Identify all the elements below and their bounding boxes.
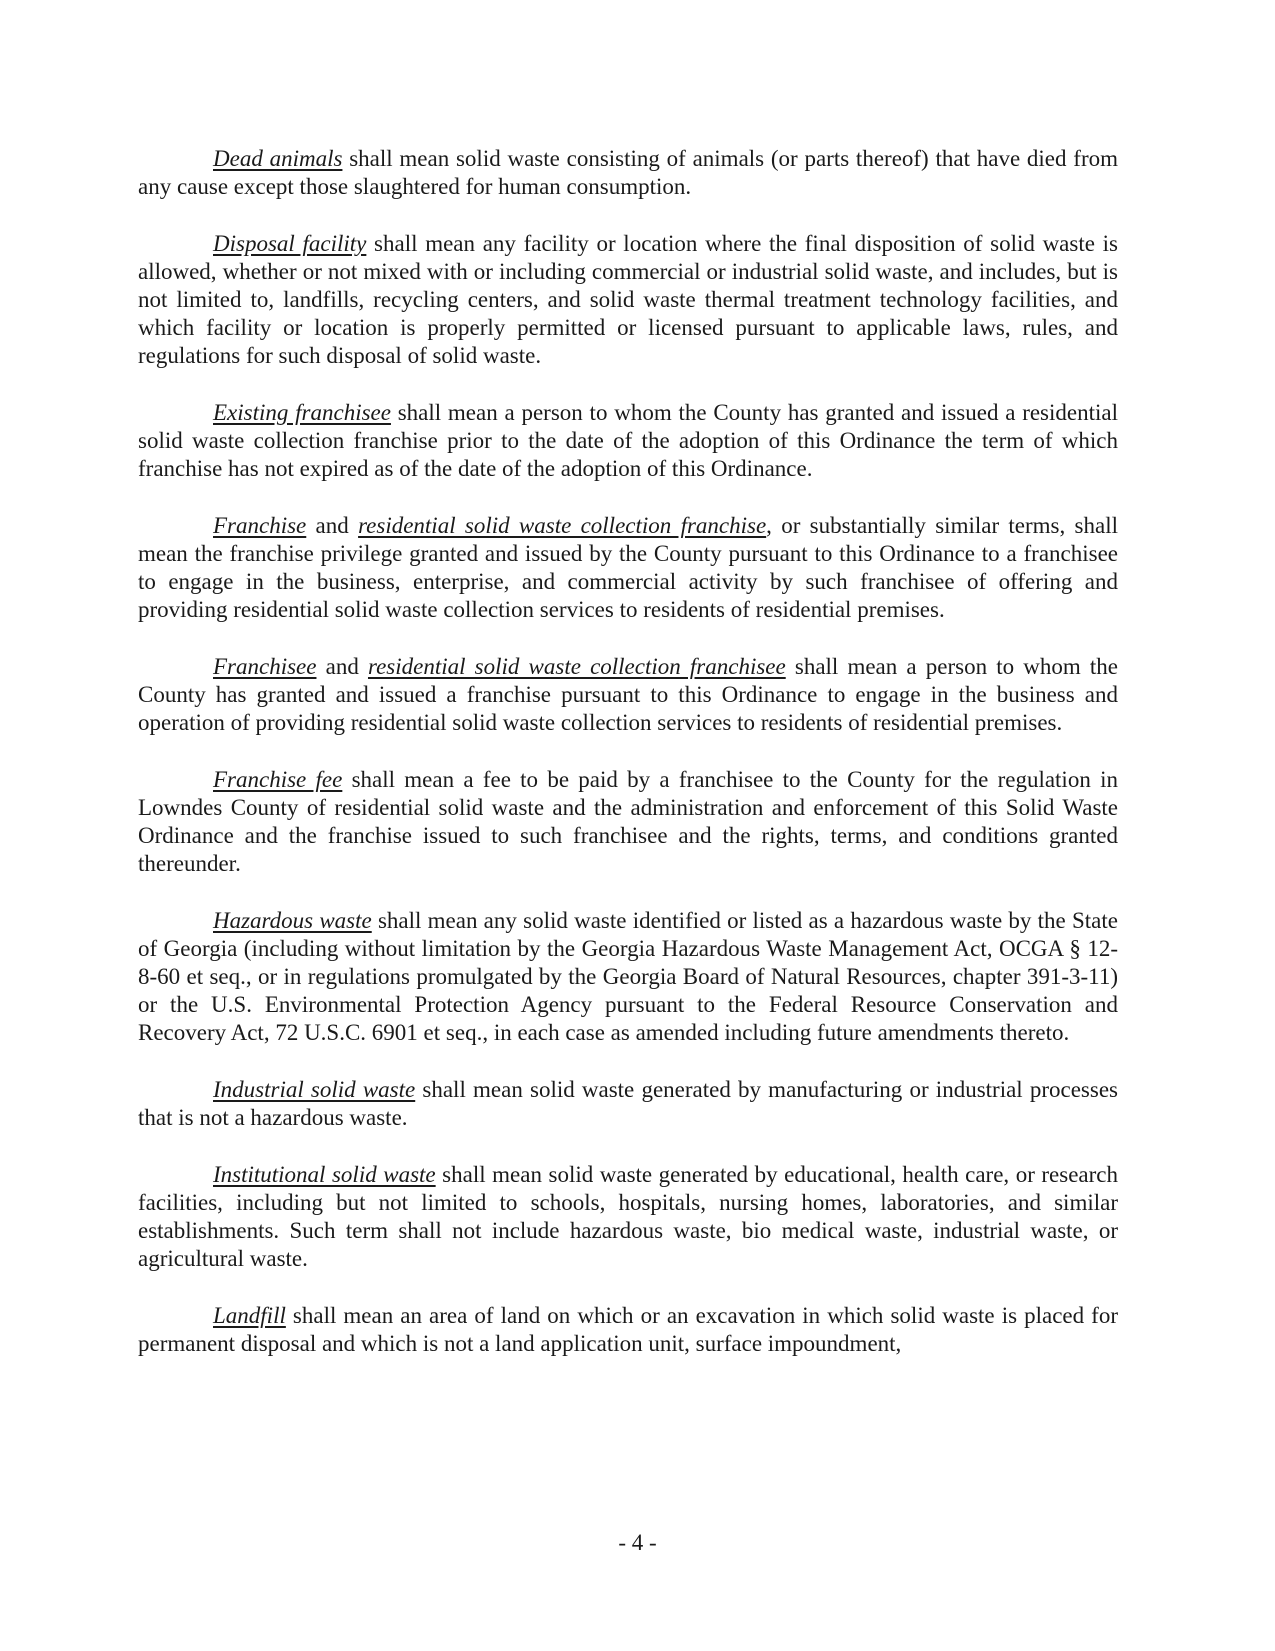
defined-term: Existing franchisee [213, 400, 391, 425]
document-page [138, 145, 1118, 1387]
connector-text: and [306, 513, 359, 538]
definition-text: shall mean a person to whom the County has granted and issued a franchise pursuant to this Ordinance to engage in the business and operation of providing residential solid waste collection services to residents of residential premises. [138, 654, 1119, 735]
definition-text: shall mean solid waste consisting of animals (or parts thereof) that have died from any cause except those slaughtered for human consumption. [138, 146, 1118, 199]
defined-term-alt: residential solid waste collection franchise [358, 513, 767, 538]
definition-text: , or substantially similar terms, shall mean the franchise privilege granted and issued by the County pursuant to this Ordinance to a franchisee to engage in the business, enterprise, and commercial activity by such franchisee of offering and providing residential solid waste collection services to residents of residential premises. [138, 513, 1118, 622]
definition-text: shall mean an area of land on which or an excavation in which solid waste is placed for permanent disposal and which is not a land application unit, surface impoundment, [138, 1303, 1118, 1356]
defined-term: Hazardous waste [213, 908, 372, 933]
definition-text: shall mean any solid waste identified or listed as a hazardous waste by the State of Georgia (including without limitation by the Georgia Hazardous Waste Management Act, OCGA § 12-8-60 et seq., or in regulations promulgated by the Georgia Board of Natural Resources, chapter 391-3-11) or the U.S. Environmental Protection Agency pursuant to the Federal Resource Conservation and Recovery Act, 72 U.S.C. 6901 et seq., in each case as amended including future amendments thereto. [138, 908, 1118, 1045]
definition-text: shall mean any facility or location where the final disposition of solid waste is allowed, whether or not mixed with or including commercial or industrial solid waste, and includes, but is not limited to, landfills, recycling centers, and solid waste thermal treatment technology facilities, and which facility or location is properly permitted or licensed pursuant to applicable laws, rules, and regulations for such disposal of solid waste. [138, 231, 1118, 368]
defined-term-alt: residential solid waste collection franchisee [367, 654, 786, 679]
definition-franchisee [138, 653, 1118, 737]
defined-term: Landfill [213, 1303, 286, 1328]
definition-text: shall mean a fee to be paid by a franchisee to the County for the regulation in Lowndes County of residential solid waste and the administration and enforcement of this Solid Waste Ordinance and the franchise issued to such franchisee and the rights, terms, and conditions granted thereunder. [138, 767, 1118, 876]
definition-text: shall mean solid waste generated by educational, health care, or research facilities, including but not limited to schools, hospitals, nursing homes, laboratories, and similar establishments. Such term shall not include hazardous waste, bio medical waste, industrial waste, or agricultural waste. [138, 1162, 1118, 1271]
defined-term: Institutional solid waste [213, 1162, 436, 1187]
definition-institutional-solid-waste [138, 1161, 1118, 1273]
definition-landfill [138, 1302, 1118, 1358]
defined-term: Disposal facility [213, 231, 367, 256]
definition-existing-franchisee [138, 399, 1118, 483]
connector-text: and [316, 654, 368, 679]
definition-text: shall mean a person to whom the County has granted and issued a residential solid waste collection franchise prior to the date of the adoption of this Ordinance the term of which franchise has not expired as of the date of the adoption of this Ordinance. [138, 400, 1118, 481]
definition-industrial-solid-waste [138, 1076, 1118, 1132]
definition-text: shall mean solid waste generated by manufacturing or industrial processes that is not a hazardous waste. [138, 1077, 1118, 1130]
definition-disposal-facility [138, 230, 1118, 370]
defined-term: Franchise [213, 513, 307, 538]
definition-dead-animals [138, 145, 1118, 201]
definition-franchise [138, 512, 1118, 624]
definition-hazardous-waste [138, 907, 1118, 1047]
defined-term: Franchise fee [213, 767, 343, 792]
defined-term: Franchisee [213, 654, 317, 679]
page-number: - 4 - [618, 1530, 657, 1555]
defined-term: Industrial solid waste [213, 1077, 416, 1102]
definition-franchise-fee [138, 766, 1118, 878]
defined-term: Dead animals [213, 146, 343, 171]
